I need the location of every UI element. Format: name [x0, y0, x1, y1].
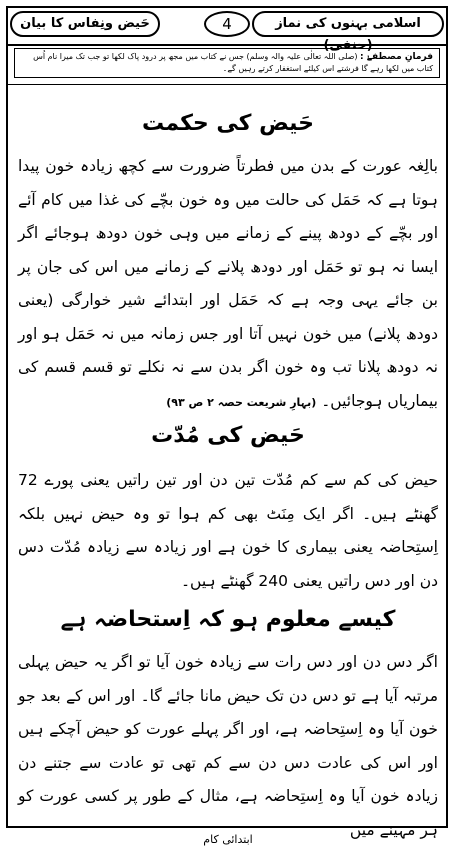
- hadith-notice: [14, 48, 440, 78]
- page-header: [8, 8, 446, 53]
- section-heading-duration: حَیض کی مُدّت: [151, 423, 305, 448]
- page-number: 4: [204, 11, 250, 37]
- chapter-title: حَیض ونِفاس کا بیان: [10, 11, 160, 37]
- page-footer: ابتدائی کام: [203, 833, 253, 846]
- book-title: اسلامی بہنوں کی نماز (حنفی): [252, 11, 444, 37]
- reference-citation: (بہارِ شریعت حصہ ۲ ص ۹۳): [166, 395, 317, 409]
- section-heading-wisdom: حَیض کی حکمت: [142, 111, 314, 136]
- header-divider: [8, 44, 446, 46]
- notice-label: فرمانِ مصطفےٰ :: [360, 52, 433, 62]
- notice-text: (صلی اللہ تعالٰی علیہ والہ وسلم) جس نے کتاب میں مجھ پر درود پاک لکھا تو جب تک میرا نام اُس کتاب میں لکھا رہے گا فرشتے اس کیلئے استغفار کرتے رہیں گے۔: [33, 52, 433, 73]
- section-paragraph-wisdom: [18, 150, 438, 419]
- notice-divider: [8, 84, 446, 85]
- section-heading-istihaza: کیسے معلوم ہو کہ اِستحاضہ ہے: [60, 607, 396, 632]
- section-paragraph-duration: حیض کی کم سے کم مُدّت تین دن اور تین راتیں یعنی پورے 72 گھنٹے ہیں۔ اگر ایک مِنَٹ بھی کم ہوا تو وہ حیض نہیں بلکہ اِستِحاضہ یعنی بیماری کا خون ہے اور زیادہ سے زیادہ مُدّت دس دن اور دس راتیں یعنی 240 گھنٹے ہیں۔: [18, 471, 438, 590]
- section-paragraph-istihaza: اگر دس دن اور دس رات سے زیادہ خون آیا تو اگر یہ حیض پہلی مرتبہ آیا ہے تو دس دن تک حیض مانا جائے گا۔ اور اس کے بعد جو خون آیا وہ اِستِحاضہ ہے، اور اگر پہلے عورت کو حیض آچکے ہیں اور اس کی عادت دس دن سے کم تھی تو عادت سے جتنے دن زیادہ خون آیا وہ اِستِحاضہ ہے، مثال کے طور پر کسی عورت کو ہر مہینے میں: [18, 653, 438, 839]
- wisdom-text: بالِغہ عورت کے بدن میں فطرتاً ضرورت سے کچھ زیادہ خون پیدا ہوتا ہے کہ حَمَل کی حالت میں وہ خون بچّے کی غذا میں کام آئے اور بچّے کے دودھ پینے کے زمانے میں وہی خون دودھ ہوجائے اگر ایسا نہ ہو تو حَمَل اور دودھ پلانے کے زمانے میں اس کی جان پر بن جائے یہی وجہ ہے کہ حَمَل اور ابتدائے شیر خوارگی (یعنی دودھ پلانے) میں خون نہیں آتا اور جس زمانہ میں نہ حَمَل ہو اور نہ دودھ پلانا تب وہ خون اگر بدن سے نہ نکلے تو قسم قسم کی بیماریاں ہوجائیں۔: [18, 157, 438, 410]
